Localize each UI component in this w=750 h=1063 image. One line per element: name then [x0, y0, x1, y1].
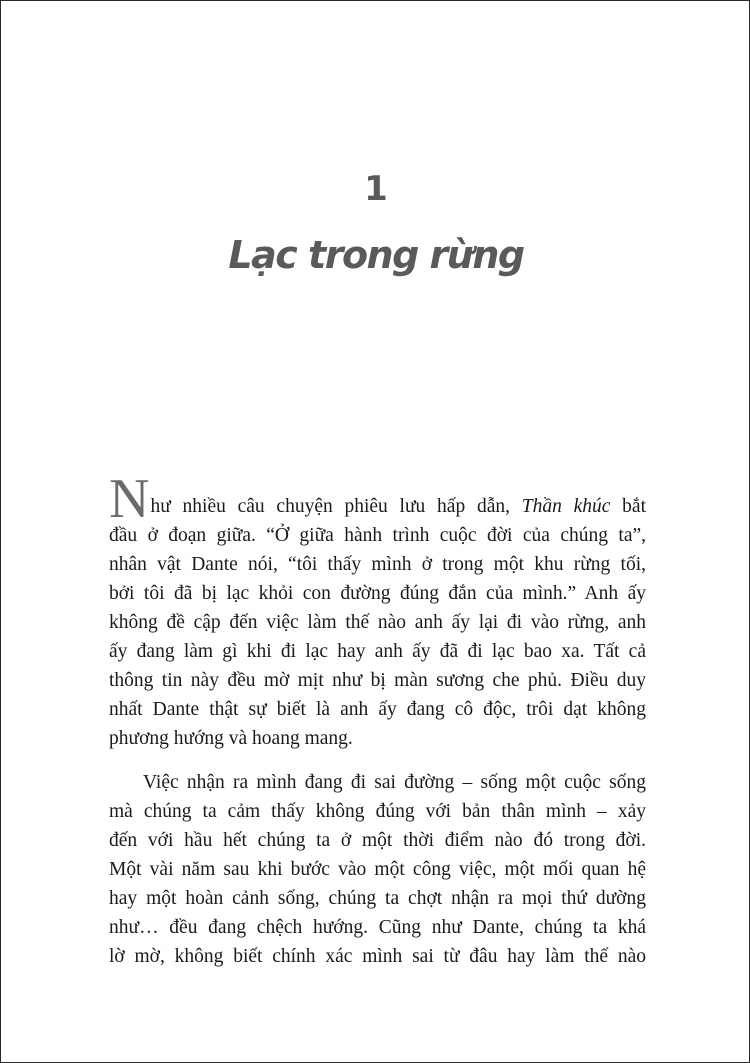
text-line: ấy đang làm gì khi đi lạc hay anh ấy đã đi lạc bao xa. Tất cả [109, 641, 646, 662]
text-line: hay một hoàn cảnh sống, chúng ta chợt nhận ra mọi thứ dường [109, 888, 646, 909]
chapter-title: Lạc trong rừng [228, 233, 524, 277]
chapter-number: 1 [364, 169, 388, 209]
text-line: bởi tôi đã bị lạc khỏi con đường đúng đắn của mình.” Anh ấy [109, 583, 646, 604]
text-line: không đề cập đến việc làm thế nào anh ấy lại đi vào rừng, anh [109, 612, 646, 633]
text-line: phương hướng và hoang mang. [109, 728, 353, 749]
text-line: Như nhiều câu chuyện phiêu lưu hấp dẫn, Thần khúc bắt [109, 468, 646, 530]
text-line: Việc nhận ra mình đang đi sai đường – sống một cuộc sống [143, 772, 646, 793]
text-line: mà chúng ta cảm thấy không đúng với bản thân mình – xảy [109, 801, 646, 822]
paragraph-1 [109, 468, 646, 753]
text-line: đầu ở đoạn giữa. “Ở giữa hành trình cuộc đời của chúng ta”, [109, 525, 646, 546]
text-line: Một vài năm sau khi bước vào một công việc, một mối quan hệ [109, 859, 646, 880]
text-line: lờ mờ, không biết chính xác mình sai từ đâu hay làm thế nào [109, 946, 646, 967]
paragraph-2 [109, 768, 646, 971]
chapter-body [109, 468, 646, 971]
text-line: đến với hầu hết chúng ta ở một thời điểm nào đó trong đời. [109, 830, 646, 851]
text-line: nhất Dante thật sự biết là anh ấy đang cô độc, trôi dạt không [109, 699, 646, 720]
text-line: thông tin này đều mờ mịt như bị màn sương che phủ. Điều duy [109, 670, 646, 691]
text-line: như… đều đang chệch hướng. Cũng như Dante, chúng ta khá [109, 917, 646, 938]
drop-cap: N [109, 468, 150, 530]
text-line: nhân vật Dante nói, “tôi thấy mình ở trong một khu rừng tối, [109, 554, 646, 575]
